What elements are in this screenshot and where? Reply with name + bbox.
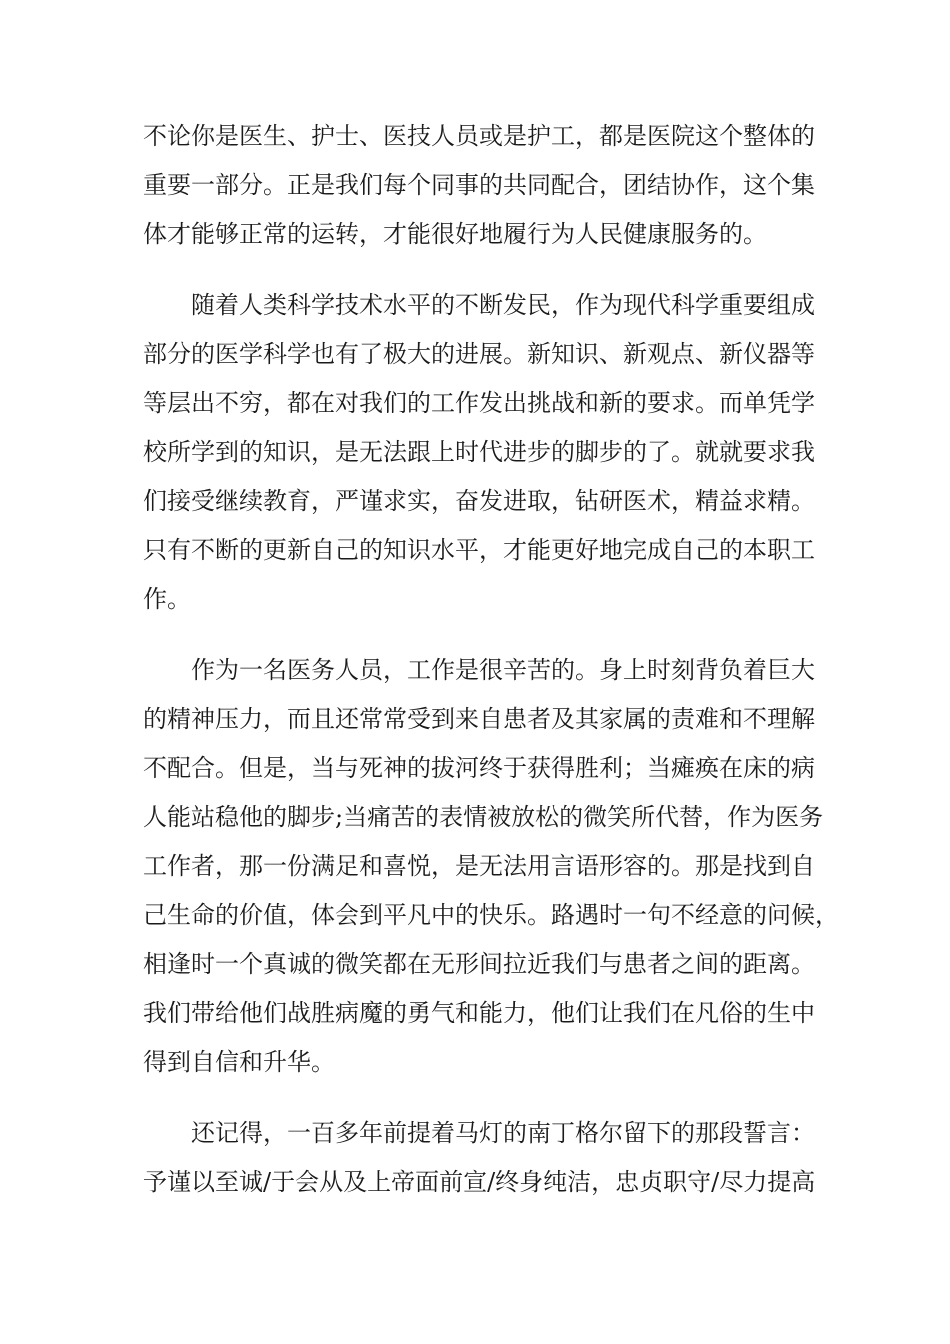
text-line: 人能站稳他的脚步;当痛苦的表情被放松的微笑所代替，作为医务 — [143, 803, 824, 831]
text-line: 的精神压力，而且还常常受到来自患者及其家属的责难和不理解 — [143, 705, 815, 733]
text-line: 不论你是医生、护士、医技人员或是护工，都是医院这个整体的 — [143, 122, 815, 150]
paragraph-4 — [143, 1109, 833, 1207]
text-line: 等层出不穷，都在对我们的工作发出挑战和新的要求。而单凭学 — [143, 389, 815, 417]
text-line: 部分的医学科学也有了极大的进展。新知识、新观点、新仪器等 — [143, 340, 815, 368]
text-line: 们接受继续教育，严谨求实，奋发进取，钻研医术，精益求精。 — [143, 487, 815, 515]
paragraph-3 — [143, 646, 839, 1087]
body-text — [143, 112, 839, 1229]
text-line: 重要一部分。正是我们每个同事的共同配合，团结协作，这个集 — [143, 171, 815, 199]
text-line: 体才能够正常的运转，才能很好地履行为人民健康服务的。 — [143, 220, 767, 248]
text-line: 我们带给他们战胜病魔的勇气和能力，他们让我们在凡俗的生中 — [143, 999, 815, 1027]
text-line: 予谨以至诚/于会从及上帝面前宣/终身纯洁，忠贞职守/尽力提高 — [143, 1168, 816, 1196]
text-line: 得到自信和升华。 — [143, 1048, 335, 1076]
text-line: 己生命的价值，体会到平凡中的快乐。路遇时一句不经意的问候， — [143, 901, 839, 929]
text-line: 相逢时一个真诚的微笑都在无形间拉近我们与患者之间的距离。 — [143, 950, 815, 978]
text-line: 校所学到的知识，是无法跟上时代进步的脚步的了。就就要求我 — [143, 438, 815, 466]
text-line: 随着人类科学技术水平的不断发民，作为现代科学重要组成 — [191, 291, 815, 319]
text-line: 工作者，那一份满足和喜悦，是无法用言语形容的。那是找到自 — [143, 852, 815, 880]
paragraph-1 — [143, 112, 833, 259]
text-line: 只有不断的更新自己的知识水平，才能更好地完成自己的本职工 — [143, 536, 815, 564]
text-line: 作为一名医务人员，工作是很辛苦的。身上时刻背负着巨大 — [191, 656, 815, 684]
text-line: 不配合。但是，当与死神的拔河终于获得胜利；当瘫痪在床的病 — [143, 754, 815, 782]
paragraph-2 — [143, 281, 833, 624]
text-line: 还记得，一百多年前提着马灯的南丁格尔留下的那段誓言： — [191, 1119, 815, 1147]
text-line: 作。 — [143, 585, 191, 613]
